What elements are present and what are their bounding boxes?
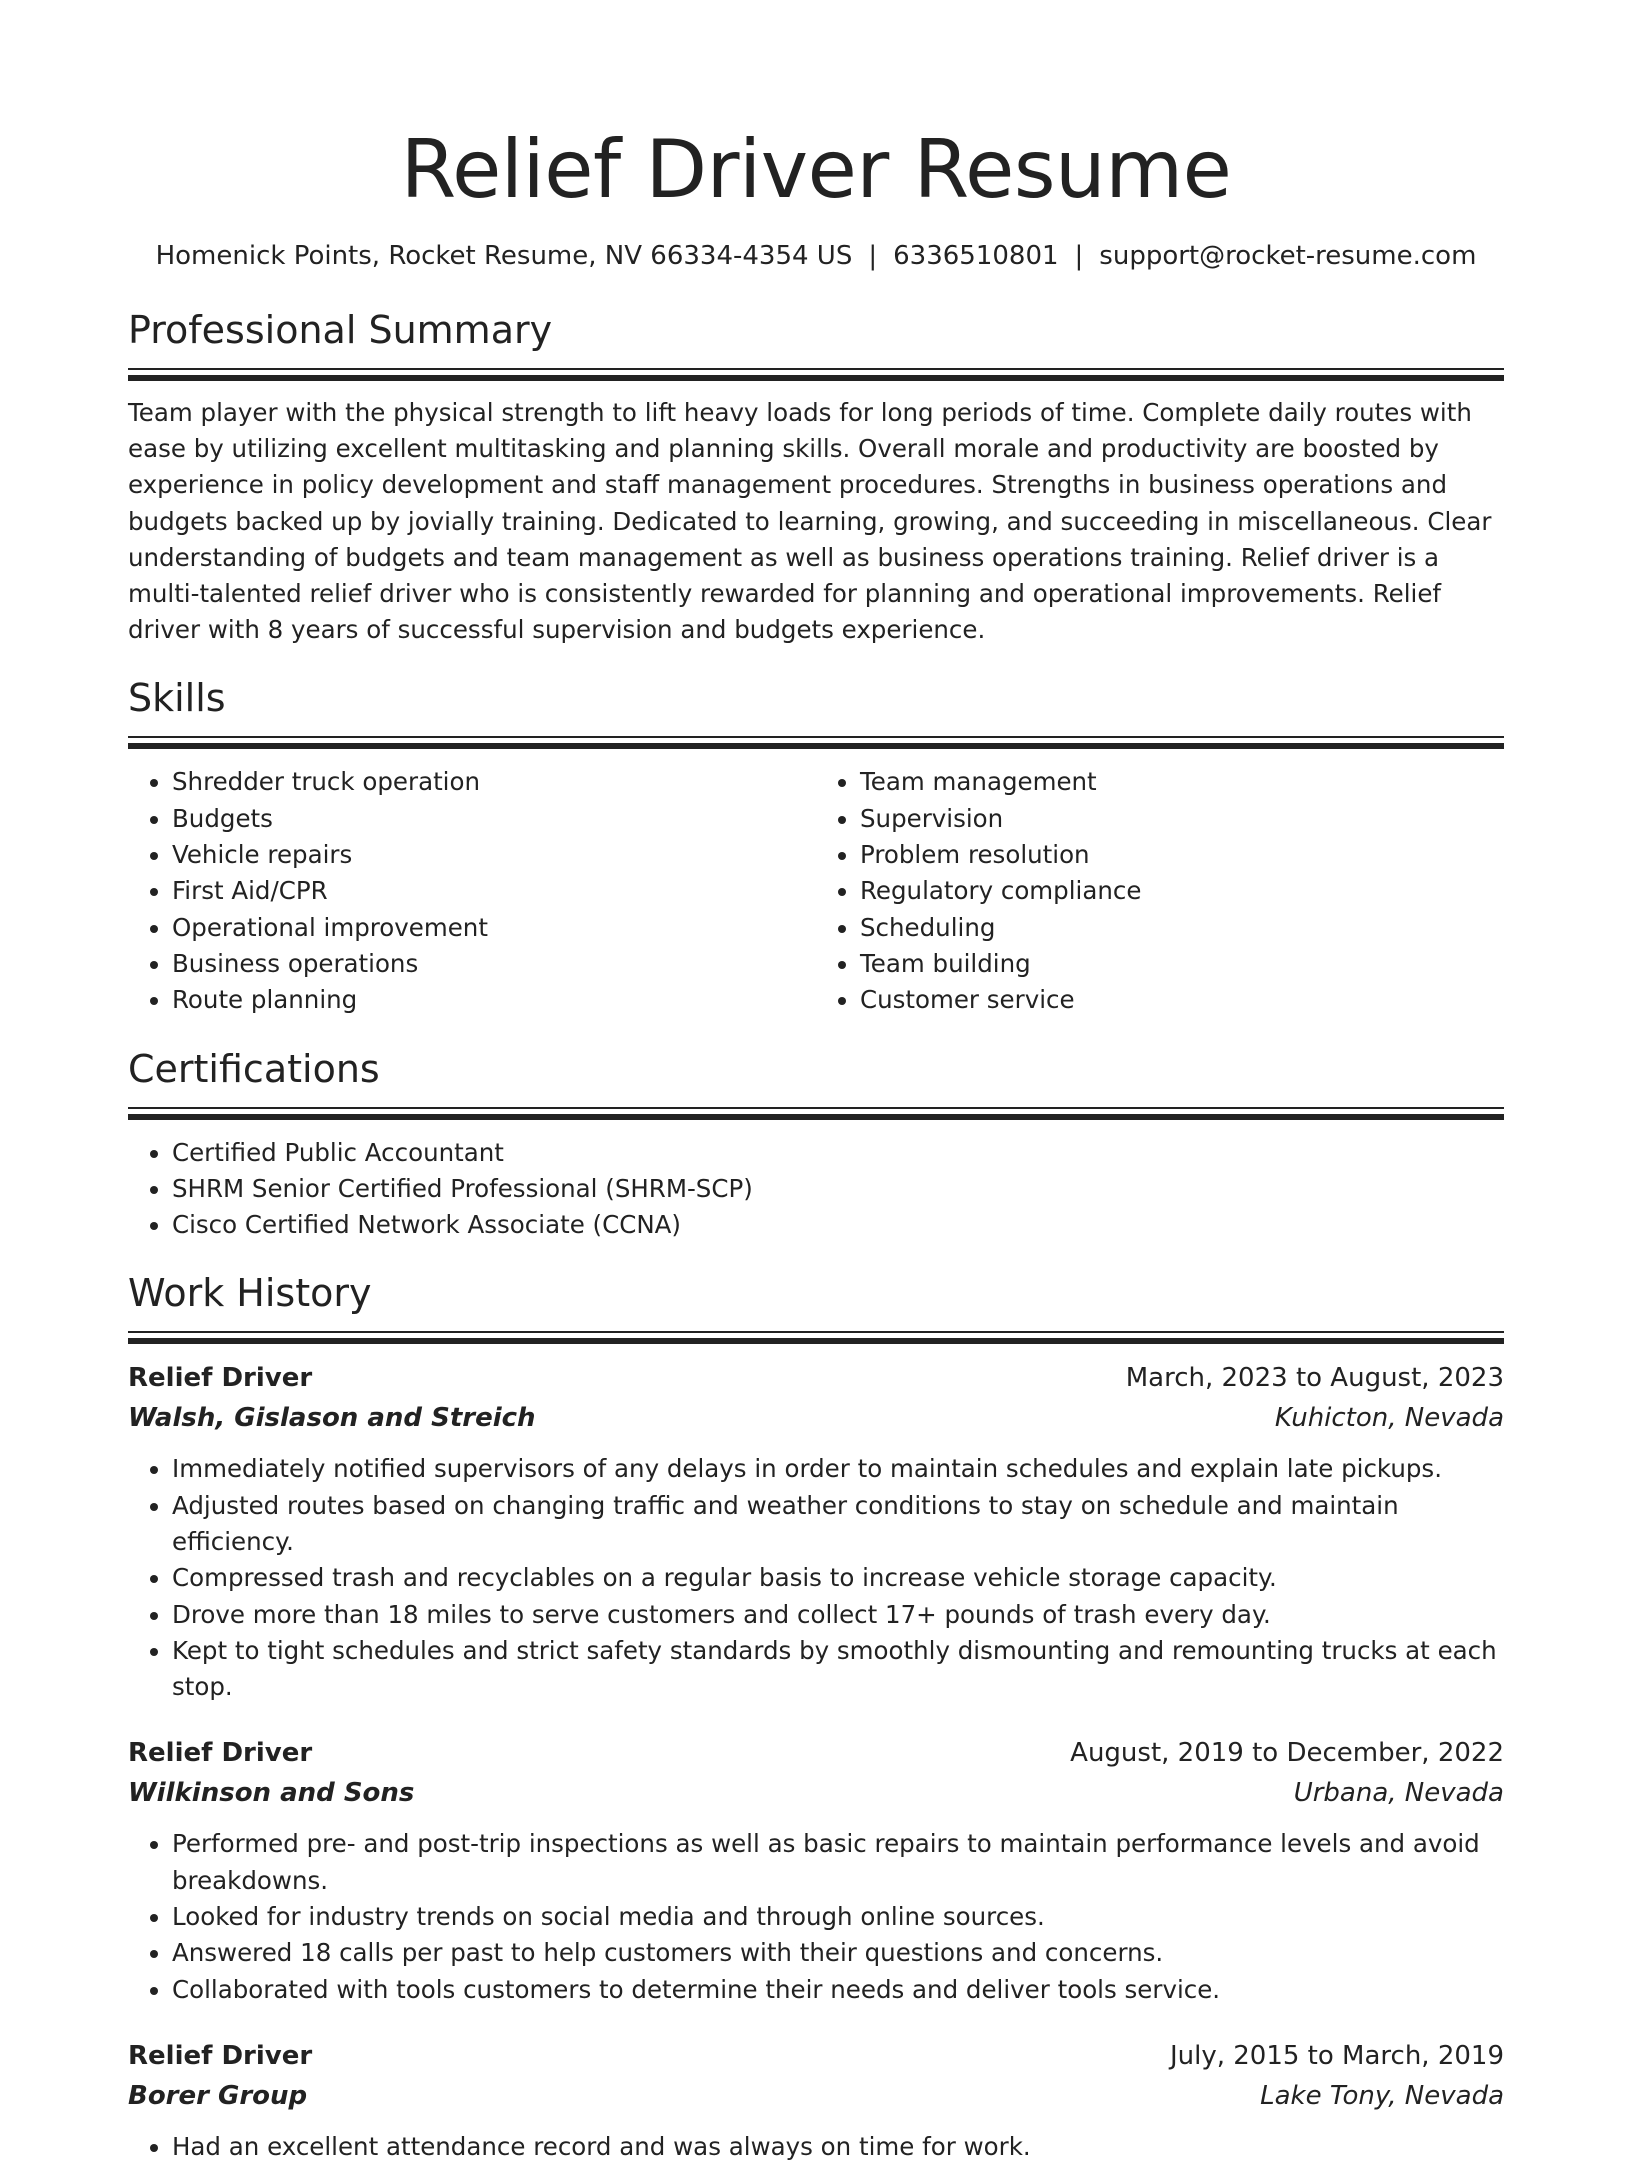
job-location: Kuhicton, Nevada	[1274, 1403, 1504, 1434]
job-bullets	[128, 1451, 1504, 1705]
skill-item: • Customer service	[860, 982, 1504, 1018]
job-dates: August, 2019 to December, 2022	[1070, 1738, 1504, 1769]
job-entry	[128, 1733, 1504, 2007]
contact-line	[128, 238, 1504, 274]
job-bullets	[128, 2129, 1504, 2165]
contact-phone: 6336510801	[893, 241, 1059, 271]
section-heading-work-history: Work History	[128, 1271, 372, 1316]
job-dates: March, 2023 to August, 2023	[1125, 1363, 1504, 1394]
job-title: Relief Driver	[128, 1363, 313, 1394]
job-bullet: • Answered 18 calls per past to help customers with their questions and concerns.	[172, 1935, 1504, 1971]
skill-item: • Supervision	[860, 801, 1504, 837]
certifications-list	[128, 1135, 1504, 1244]
resume-title: Relief Driver Resume	[400, 123, 1232, 216]
certification-item: • Cisco Certified Network Associate (CCNA)	[172, 1207, 1504, 1243]
job-header	[128, 1358, 1504, 1398]
section-divider	[128, 1107, 1504, 1120]
job-bullet: • Kept to tight schedules and strict safety standards by smoothly dismounting and remounting trucks at each stop.	[172, 1633, 1504, 1706]
job-title: Relief Driver	[128, 2040, 313, 2071]
skill-item: • Budgets	[172, 801, 816, 837]
job-subheader	[128, 1398, 1504, 1438]
job-company: Borer Group	[128, 2080, 308, 2111]
skill-item: • Route planning	[172, 982, 816, 1018]
job-bullet: • Immediately notified supervisors of any delays in order to maintain schedules and explain late pickups.	[172, 1451, 1504, 1487]
job-bullet: • Looked for industry trends on social media and through online sources.	[172, 1899, 1504, 1935]
skills-list-left	[128, 764, 816, 1018]
job-entry	[128, 2036, 1504, 2165]
summary-text: Team player with the physical strength to lift heavy loads for long periods of time. Complete daily routes with ease by utilizing excellent multitasking and planning skills. Overall morale and productivity are boosted by experience in policy development and staff management procedures. Strengths in business operations and budgets backed up by jovially training. Dedicated to learning, growing, and succeeding in miscellaneous. Clear understanding of budgets and team management as well as business operations training. Relief driver is a multi-talented relief driver who is consistently rewarded for planning and operational improvements. Relief driver with 8 years of successful supervision and budgets experience.	[128, 398, 1492, 645]
section-divider	[128, 368, 1504, 381]
skill-item: • Team management	[860, 764, 1504, 800]
skill-item: • Regulatory compliance	[860, 873, 1504, 909]
job-bullet: • Collaborated with tools customers to determine their needs and deliver tools service.	[172, 1972, 1504, 2008]
skill-item: • Operational improvement	[172, 910, 816, 946]
certifications-section	[128, 1045, 1504, 1244]
job-bullet: • Compressed trash and recyclables on a regular basis to increase vehicle storage capacity.	[172, 1560, 1504, 1596]
skills-list-right	[816, 764, 1504, 1018]
certification-item: • Certified Public Accountant	[172, 1135, 1504, 1171]
job-title: Relief Driver	[128, 1738, 313, 1769]
skill-item: • First Aid/CPR	[172, 873, 816, 909]
job-bullet: • Had an excellent attendance record and was always on time for work.	[172, 2129, 1504, 2165]
contact-email: support@rocket-resume.com	[1099, 241, 1477, 271]
job-bullets	[128, 1826, 1504, 2007]
contact-separator: |	[1074, 241, 1084, 271]
section-divider	[128, 736, 1504, 749]
job-location: Lake Tony, Nevada	[1260, 2080, 1504, 2111]
skill-item: • Business operations	[172, 946, 816, 982]
skill-item: • Scheduling	[860, 910, 1504, 946]
section-divider	[128, 1331, 1504, 1344]
section-heading-certifications: Certifications	[128, 1046, 380, 1091]
job-entry	[128, 1358, 1504, 1705]
skills-section	[128, 674, 1504, 1018]
job-company: Walsh, Gislason and Streich	[128, 1403, 536, 1434]
job-header	[128, 1733, 1504, 1773]
certification-item: • SHRM Senior Certified Professional (SHRM-SCP)	[172, 1171, 1504, 1207]
section-heading-skills: Skills	[128, 676, 226, 721]
job-subheader	[128, 2076, 1504, 2116]
job-company: Wilkinson and Sons	[128, 1778, 415, 1809]
section-heading-summary: Professional Summary	[128, 308, 553, 352]
job-bullet: • Adjusted routes based on changing traffic and weather conditions to stay on schedule and maintain efficiency.	[172, 1488, 1504, 1561]
skills-columns	[128, 764, 1504, 1018]
job-location: Urbana, Nevada	[1293, 1778, 1504, 1809]
skill-item: • Problem resolution	[860, 837, 1504, 873]
job-header	[128, 2036, 1504, 2076]
skill-item: • Vehicle repairs	[172, 837, 816, 873]
job-bullet: • Drove more than 18 miles to serve customers and collect 17+ pounds of trash every day.	[172, 1597, 1504, 1633]
job-dates: July, 2015 to March, 2019	[1169, 2040, 1504, 2071]
summary-section	[128, 306, 1504, 648]
job-subheader	[128, 1773, 1504, 1813]
skill-item: • Shredder truck operation	[172, 764, 816, 800]
work-history-section	[128, 1269, 1504, 2165]
contact-address: Homenick Points, Rocket Resume, NV 66334-4354 US	[155, 241, 853, 271]
job-bullet: • Performed pre- and post-trip inspections as well as basic repairs to maintain performance levels and avoid breakdowns.	[172, 1826, 1504, 1899]
contact-separator: |	[868, 241, 878, 271]
skill-item: • Team building	[860, 946, 1504, 982]
